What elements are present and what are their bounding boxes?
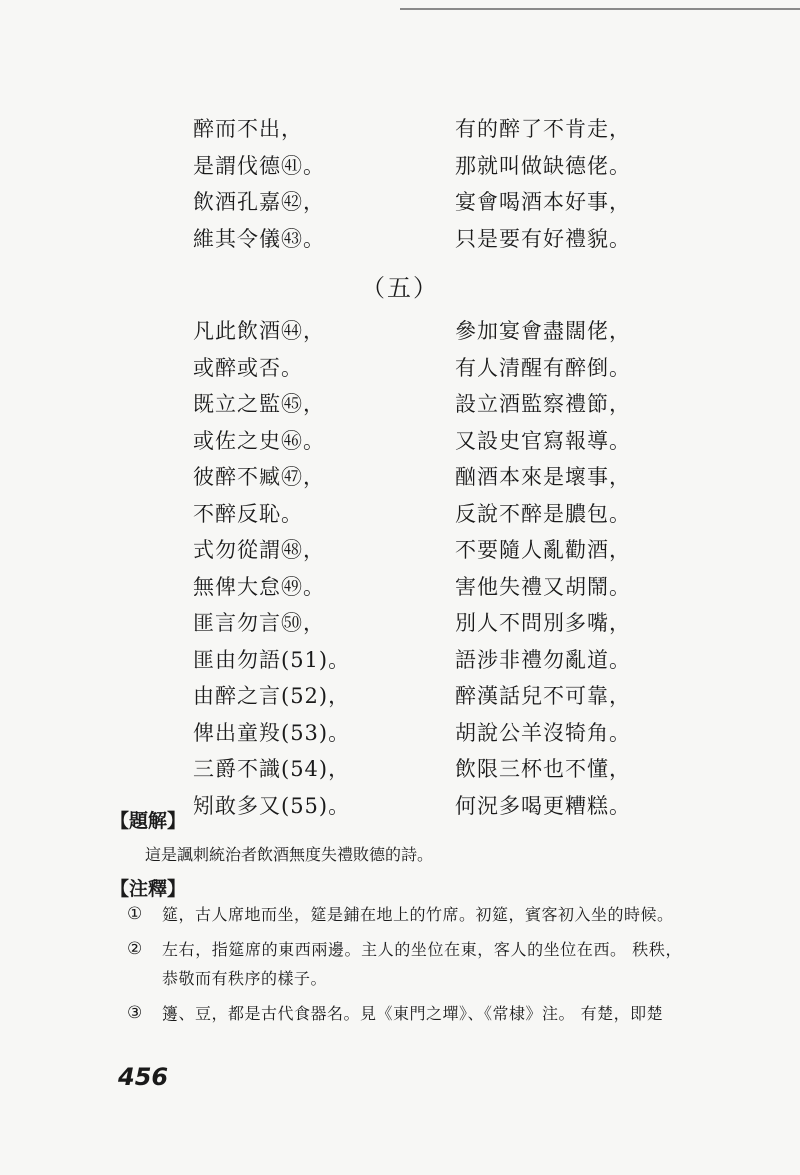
translation-verse-line: 語涉非禮勿亂道。 — [455, 647, 631, 672]
verse-row — [0, 427, 800, 464]
translation-verse-line: 害他失禮又胡鬧。 — [455, 574, 631, 599]
translation-verse-line: 又設史官寫報導。 — [455, 428, 631, 453]
translation-verse-line: 何況多喝更糟糕。 — [455, 793, 631, 818]
original-verse-line: 彼醉不臧㊼， — [193, 465, 325, 489]
translation-verse-line: 參加宴會盡闊佬， — [455, 319, 631, 343]
original-verse-line: 飲酒孔嘉㊷， — [193, 190, 325, 214]
original-verse-line: 或佐之史㊻。 — [193, 428, 325, 453]
translation-verse-line: 胡說公羊沒犄角。 — [455, 720, 631, 745]
explanation-heading: 【題解】 — [110, 810, 187, 832]
note-item — [0, 999, 800, 1028]
note-item — [0, 935, 800, 993]
explanation-text: 這是諷刺統治者飲酒無度失禮敗德的詩。 — [145, 845, 434, 864]
original-verse-line: 凡此飲酒㊹， — [193, 319, 325, 343]
original-verse-line: 既立之監㊺， — [193, 392, 325, 416]
original-verse-line: 醉而不出， — [193, 117, 303, 141]
verse-row — [0, 646, 800, 683]
verse-row — [0, 609, 800, 646]
verse-stanza-4 — [0, 115, 800, 261]
verse-row — [0, 115, 800, 152]
notes-heading: 【注釋】 — [110, 878, 187, 900]
note-text: 左右，指筵席的東西兩邊。主人的坐位在東，客人的坐位在西。 秩秩，恭敬而有秩序的樣子。 — [162, 940, 682, 988]
original-verse-line: 式勿從謂㊽， — [193, 538, 325, 562]
note-number: ③ — [127, 1003, 143, 1023]
verse-row — [0, 354, 800, 391]
original-verse-line: 是謂伐德㊶。 — [193, 153, 325, 178]
note-number: ② — [127, 939, 143, 959]
translation-verse-line: 有人清醒有醉倒。 — [455, 355, 631, 380]
verse-row — [0, 536, 800, 573]
translation-verse-line: 設立酒監察禮節， — [455, 392, 631, 416]
section-title: （五） — [361, 274, 439, 302]
note-text: 筵，古人席地而坐，筵是鋪在地上的竹席。初筵，賓客初入坐的時候。 — [162, 905, 674, 924]
original-verse-line: 不醉反恥。 — [193, 501, 303, 526]
translation-verse-line: 只是要有好禮貌。 — [455, 226, 631, 251]
page-number: 456 — [118, 1063, 169, 1091]
verse-row — [0, 500, 800, 537]
verse-row — [0, 755, 800, 792]
verse-row — [0, 225, 800, 262]
verse-row — [0, 573, 800, 610]
verse-row — [0, 719, 800, 756]
original-verse-line: 矧敢多又(55)。 — [193, 793, 351, 818]
original-verse-line: 無俾大怠㊾。 — [193, 574, 325, 599]
original-verse-line: 匪由勿語(51)。 — [193, 647, 351, 672]
notes-list — [0, 900, 800, 1034]
verse-row — [0, 390, 800, 427]
translation-verse-line: 反說不醉是膿包。 — [455, 501, 631, 526]
translation-verse-line: 那就叫做缺德佬。 — [455, 153, 631, 178]
note-number: ① — [127, 904, 143, 924]
translation-verse-line: 宴會喝酒本好事， — [455, 190, 631, 214]
original-verse-line: 或醉或否。 — [193, 355, 303, 380]
verse-row — [0, 682, 800, 719]
translation-verse-line: 醉漢話兒不可靠， — [455, 684, 631, 708]
translation-verse-line: 飲限三杯也不懂， — [455, 757, 631, 781]
verse-row — [0, 463, 800, 500]
note-item — [0, 900, 800, 929]
top-rule — [400, 8, 800, 10]
verse-row — [0, 188, 800, 225]
original-verse-line: 維其令儀㊸。 — [193, 226, 325, 251]
translation-verse-line: 有的醉了不肯走， — [455, 117, 631, 141]
original-verse-line: 俾出童羖(53)。 — [193, 720, 351, 745]
original-verse-line: 匪言勿言㊿， — [193, 611, 325, 635]
translation-verse-line: 別人不問別多嘴， — [455, 611, 631, 635]
verse-row — [0, 317, 800, 354]
translation-verse-line: 酗酒本來是壞事， — [455, 465, 631, 489]
verse-row — [0, 152, 800, 189]
note-text: 籩、豆，都是古代食器名。見《東門之墠》、《常棣》注。 有楚，即楚 — [162, 1004, 664, 1023]
original-verse-line: 由醉之言(52)， — [193, 684, 351, 708]
verse-stanza-5 — [0, 317, 800, 828]
original-verse-line: 三爵不識(54)， — [193, 757, 351, 781]
translation-verse-line: 不要隨人亂勸酒， — [455, 538, 631, 562]
